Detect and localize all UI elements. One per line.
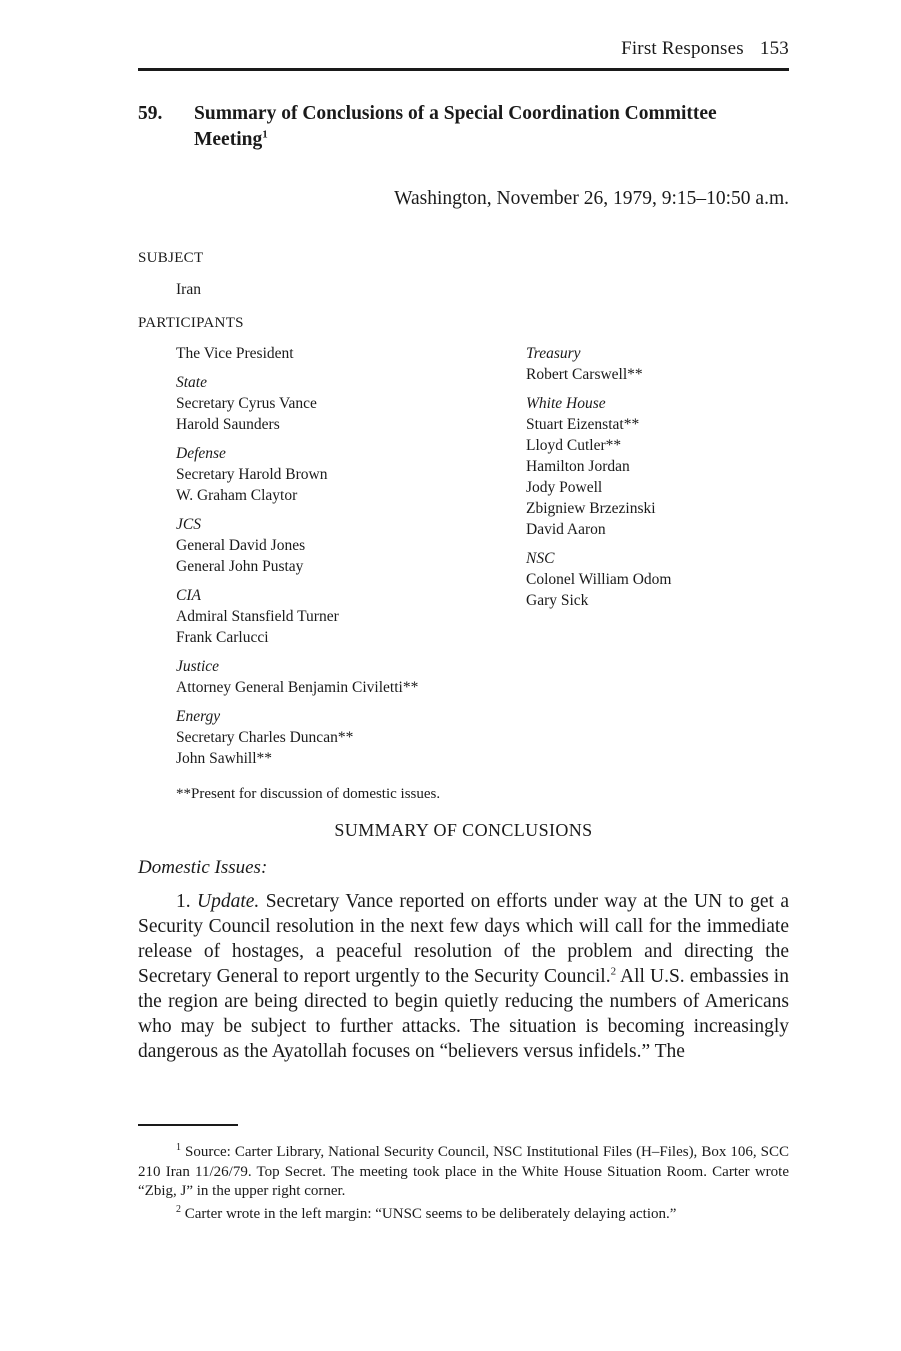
participant-name: Secretary Harold Brown: [176, 466, 328, 483]
participant-name: Secretary Cyrus Vance: [176, 395, 317, 412]
department-label: CIA: [176, 587, 201, 604]
footnote-1-mark: 1: [176, 1142, 181, 1153]
participant-group: [176, 656, 516, 698]
participant-name: W. Graham Claytor: [176, 487, 298, 504]
department-label: Defense: [176, 445, 226, 462]
participant-name: John Sawhill**: [176, 750, 273, 767]
item-text-1: Secretary Vance reported on efforts under way at the UN to get a Security Council resolution in the next few days which will call for the immediate release of hostages, a peaceful resolution of the problem and directing the Secretary General to report urgently to the Security Council.: [138, 891, 789, 987]
participant-group: [176, 585, 516, 648]
participant-name: Attorney General Benjamin Civiletti**: [176, 679, 419, 696]
participant-group: [526, 343, 789, 385]
participant-group: [176, 514, 516, 577]
participant-name: Admiral Stansfield Turner: [176, 608, 339, 625]
participant-group: [176, 343, 516, 364]
participant-name: Jody Powell: [526, 479, 603, 496]
domestic-issues-subhead: Domestic Issues:: [138, 857, 268, 878]
document-number: 59.: [138, 103, 163, 124]
participant-group: [526, 393, 789, 540]
participant-name: Secretary Charles Duncan**: [176, 729, 354, 746]
running-head: [621, 38, 789, 60]
footnote-rule: [138, 1124, 238, 1126]
participant-name: Zbigniew Brzezinski: [526, 500, 656, 517]
department-label: Energy: [176, 708, 221, 725]
department-label: White House: [526, 395, 606, 412]
participant-name: David Aaron: [526, 521, 606, 538]
participant-name: Frank Carlucci: [176, 629, 269, 646]
subject-value: Iran: [176, 281, 201, 298]
item-label: Update.: [197, 891, 260, 912]
footnote-ref-1[interactable]: 1: [262, 128, 268, 141]
participants-right-column: [526, 343, 789, 619]
department-label: Justice: [176, 658, 220, 675]
participant-name: Robert Carswell**: [526, 366, 643, 383]
participant-group: [176, 706, 516, 769]
participant-name: Gary Sick: [526, 592, 589, 609]
participants-label: PARTICIPANTS: [138, 315, 244, 331]
participant-group: [176, 443, 516, 506]
participant-name: General John Pustay: [176, 558, 304, 575]
dateline: Washington, November 26, 1979, 9:15–10:50 a.m.: [394, 188, 789, 209]
participant-name: Stuart Eizenstat**: [526, 416, 640, 433]
subject-label: SUBJECT: [138, 250, 204, 266]
participants-note: **Present for discussion of domestic issues.: [176, 786, 441, 802]
document-title-text: Summary of Conclusions of a Special Coordination Committee Meeting: [194, 103, 717, 150]
footnote-2-text: Carter wrote in the left margin: “UNSC seems to be deliberately delaying action.”: [184, 1206, 677, 1222]
footnote-ref-2[interactable]: 2: [610, 965, 617, 978]
page-number: 153: [759, 38, 789, 59]
participant-name: The Vice President: [176, 345, 294, 362]
department-label: NSC: [526, 550, 555, 567]
body-paragraph: [138, 889, 789, 1064]
document-title: [194, 101, 754, 153]
participant-group: [176, 372, 516, 435]
department-label: JCS: [176, 516, 201, 533]
participants-left-column: [176, 343, 516, 777]
item-number: 1.: [176, 891, 191, 912]
footnote-1-text: Source: Carter Library, National Security Council, NSC Institutional Files (H–Files), Box 106, SCC 210 Iran 11/26/79. Top Secret. The meeting took place in the White House Situation Room. Carter wrote “Zbig, J” in the upper right corner.: [138, 1144, 790, 1199]
running-head-section: First Responses: [621, 38, 744, 59]
department-label: State: [176, 374, 207, 391]
participant-group: [526, 548, 789, 611]
item-text-2: All U.S. embassies in the region are being directed to begin quietly reducing the numbers of Americans who may be subject to further attacks. The situation is becoming increasingly dangerous as the Ayatollah focuses on “believers versus infidels.” The: [138, 966, 789, 1062]
participant-name: General David Jones: [176, 537, 306, 554]
footnote-1: [138, 1143, 789, 1202]
footnote-2-mark: 2: [176, 1204, 181, 1215]
department-label: Treasury: [526, 345, 581, 362]
participant-name: Lloyd Cutler**: [526, 437, 622, 454]
participant-name: Colonel William Odom: [526, 571, 672, 588]
participant-name: Harold Saunders: [176, 416, 280, 433]
summary-heading: SUMMARY OF CONCLUSIONS: [334, 820, 593, 840]
footnote-2: [138, 1205, 789, 1225]
participant-name: Hamilton Jordan: [526, 458, 630, 475]
header-rule: [138, 68, 789, 71]
